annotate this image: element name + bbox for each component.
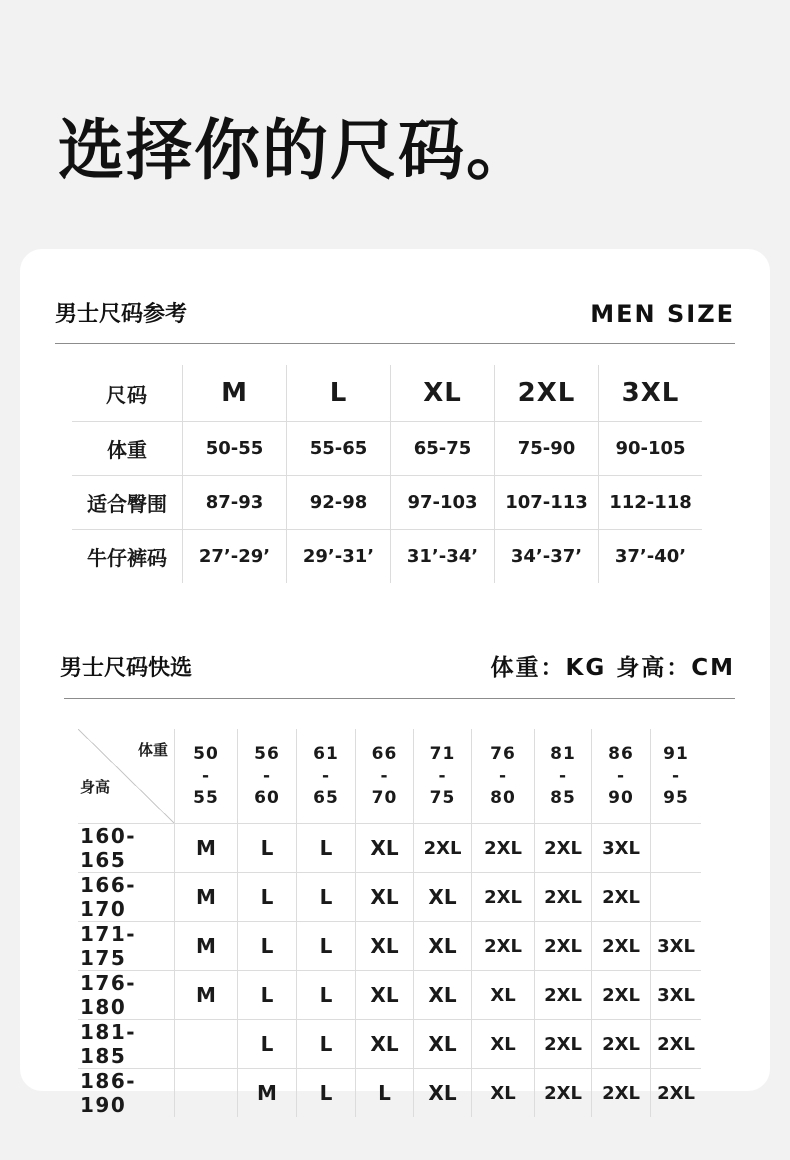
table-cell: 112-118 [599,476,703,530]
weight-min: 66 [371,743,398,764]
table-row [78,873,701,922]
weight-max: 70 [371,788,398,809]
men-size-divider [55,343,735,344]
size-cell: 2XL [472,873,535,922]
weight-sep: - [321,765,331,786]
weight-range-header [175,729,238,824]
size-cell: 2XL [651,1020,702,1069]
weight-min: 91 [663,743,689,764]
size-header-cell: XL [391,365,495,422]
table-row [72,476,702,530]
weight-sep: - [671,765,681,786]
row-label-weight: 体重 [72,422,183,476]
weight-sep: - [438,765,447,786]
weight-min: 61 [313,743,339,764]
weight-range-header [592,729,651,824]
size-cell: L [297,1069,356,1118]
weight-sep: - [558,765,568,786]
height-range-label: 186-190 [78,1069,175,1118]
size-cell: 2XL [535,1020,592,1069]
size-header-cell: 2XL [495,365,599,422]
size-cell: XL [356,971,414,1020]
table-cell: 55-65 [287,422,391,476]
size-cell: 2XL [535,1069,592,1118]
weight-range-header [472,729,535,824]
size-cell: 2XL [592,1069,651,1118]
weight-range-header [414,729,472,824]
size-cell: XL [414,1020,472,1069]
size-cell: 2XL [592,971,651,1020]
size-header-cell: L [287,365,391,422]
height-range-label: 160-165 [78,824,175,873]
size-cell: XL [472,971,535,1020]
size-cell: 2XL [535,824,592,873]
table-cell: 92-98 [287,476,391,530]
size-cell: L [297,873,356,922]
men-size-title: 男士尺码参考 [55,302,188,327]
size-chart-card [20,249,770,1117]
weight-sep: - [616,765,626,786]
size-cell: 2XL [657,1082,695,1104]
size-cell: XL [356,824,414,873]
size-cell: L [297,824,356,873]
weight-max: 55 [193,788,219,809]
size-cell [651,824,702,873]
size-cell: L [238,873,297,922]
weight-min: 56 [254,743,280,764]
size-cell: L [356,1069,414,1118]
weight-max: 65 [313,788,339,809]
table-cell: 31’-34’ [391,530,495,584]
weight-range-header [535,729,592,824]
size-cell: 2XL [472,824,535,873]
table-row [78,1069,701,1118]
units-label: 体重：KG 身高：CM [490,655,735,681]
size-cell: M [175,922,238,971]
size-header-cell: M [183,365,287,422]
table-cell: 29’-31’ [287,530,391,584]
weight-sep: - [262,765,272,786]
size-cell: XL [356,1020,414,1069]
size-cell: M [175,971,238,1020]
men-size-title-en: MEN SIZE [590,300,735,328]
size-cell: 2XL [414,824,472,873]
size-cell: XL [414,922,472,971]
size-cell: XL [472,1069,535,1118]
size-cell [175,1069,238,1118]
weight-max: 95 [663,788,689,809]
table-cell: 75-90 [495,422,599,476]
weight-range-header [651,729,702,824]
size-cell: XL [356,873,414,922]
table-row [78,1020,701,1069]
quick-select-divider [64,698,735,699]
height-range-label: 166-170 [78,873,175,922]
weight-header-row [78,729,701,824]
page-title: 选择你的尺码。 [58,112,534,189]
size-cell [175,1020,238,1069]
table-cell: 65-75 [391,422,495,476]
table-row [72,422,702,476]
row-label-hip: 适合臀围 [72,476,183,530]
size-cell [651,873,702,922]
size-cell: XL [414,873,472,922]
quick-select-header [60,649,735,682]
size-cell: M [175,873,238,922]
row-label-jeans: 牛仔裤码 [72,530,183,584]
size-cell: L [238,1020,297,1069]
table-cell: 37’-40’ [614,546,687,567]
table-cell: 87-93 [183,476,287,530]
height-range-label: 171-175 [78,922,175,971]
weight-min: 76 [490,743,516,764]
size-cell: L [297,922,356,971]
weight-range-header [238,729,297,824]
weight-max: 90 [608,788,634,809]
size-cell: L [297,971,356,1020]
height-axis-label: 身高 [80,778,111,796]
size-cell: 3XL [651,971,702,1020]
size-cell: L [238,922,297,971]
men-size-table [72,365,702,583]
weight-min: 50 [193,743,219,764]
table-cell: 34’-37’ [495,530,599,584]
size-cell: L [238,971,297,1020]
weight-max: 75 [429,788,456,809]
quick-select-body [78,824,701,1118]
size-cell: 3XL [651,922,702,971]
table-cell: 27’-29’ [183,530,287,584]
table-cell: 97-103 [391,476,495,530]
table-row [78,971,701,1020]
weight-max: 80 [490,788,516,809]
size-cell: 2XL [535,971,592,1020]
quick-select-table [78,729,701,1117]
weight-min: 71 [429,743,456,764]
weight-max: 85 [550,788,576,809]
weight-sep: - [201,765,211,786]
weight-axis-label: 体重 [137,741,168,759]
size-cell: M [238,1069,297,1118]
size-cell: L [238,824,297,873]
weight-range-header [297,729,356,824]
size-cell: 2XL [592,873,651,922]
size-header-cell: 3XL [599,365,703,422]
table-cell: 90-105 [599,422,703,476]
weight-sep: - [380,765,389,786]
height-range-label: 176-180 [78,971,175,1020]
size-cell: XL [414,971,472,1020]
weight-min: 86 [608,743,634,764]
size-cell: XL [472,1020,535,1069]
size-cell: 2XL [535,873,592,922]
size-cell: XL [414,1069,472,1118]
size-cell: L [297,1020,356,1069]
size-cell: M [175,824,238,873]
weight-min: 81 [550,743,576,764]
size-cell: 2XL [592,922,651,971]
men-size-header [55,297,735,328]
weight-sep: - [498,765,508,786]
quick-select-title: 男士尺码快选 [60,656,193,681]
corner-cell [78,729,175,824]
weight-max: 60 [254,788,280,809]
size-cell: 2XL [472,922,535,971]
size-header-row [72,365,702,422]
table-cell: 107-113 [495,476,599,530]
height-range-label: 181-185 [78,1020,175,1069]
size-corner-label: 尺码 [72,365,183,422]
size-cell: XL [356,922,414,971]
weight-range-header [356,729,414,824]
table-row [78,824,701,873]
size-cell: 3XL [592,824,651,873]
table-cell: 50-55 [183,422,287,476]
size-cell: 2XL [592,1020,651,1069]
table-row [78,922,701,971]
size-cell: 2XL [535,922,592,971]
table-row [72,530,702,584]
